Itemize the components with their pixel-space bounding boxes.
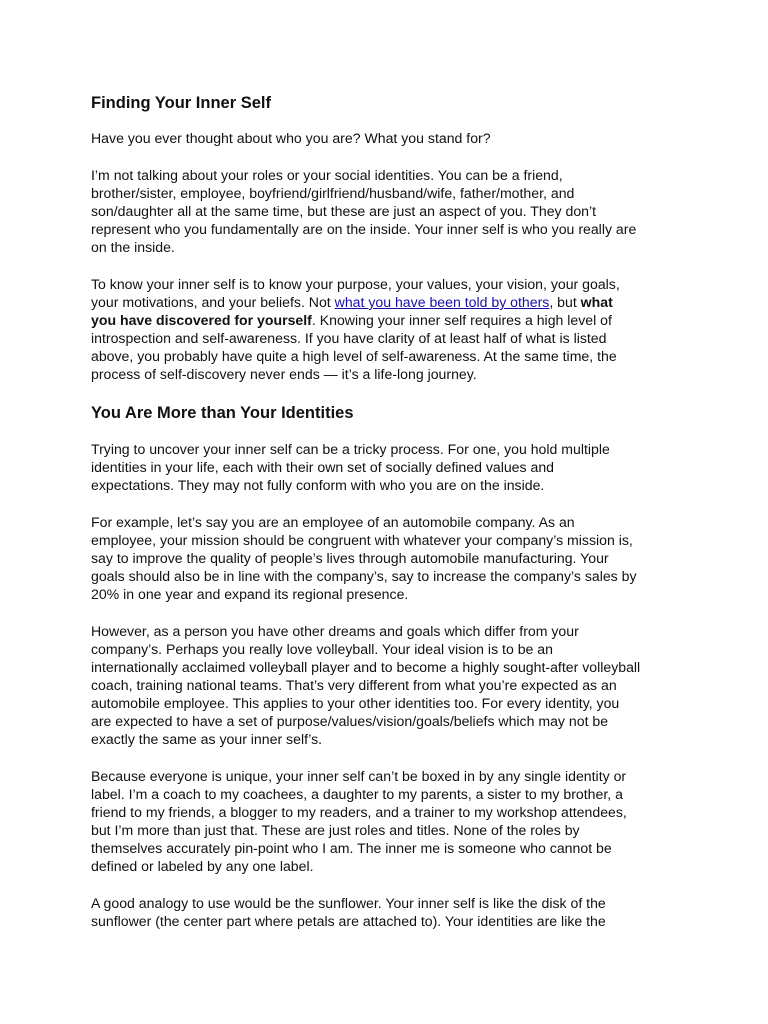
text-line: exactly the same as your inner self’s. — [91, 731, 323, 747]
text-line: identities in your life, each with their own set of socially defined values and — [91, 459, 555, 475]
text-line: son/daughter all at the same time, but these are just an aspect of you. They don’t — [91, 203, 597, 219]
text-line: themselves accurately pin-point who I am. The inner me is someone who cannot be — [91, 840, 612, 856]
text-line: defined or labeled by any one label. — [91, 858, 314, 874]
section-heading: You Are More than Your Identities — [91, 404, 354, 422]
text-line: However, as a person you have other dreams and goals which differ from your — [91, 623, 579, 639]
text-fragment: . Knowing your inner self requires a high level of — [311, 312, 612, 328]
paragraph-roles — [91, 166, 691, 256]
text-line: sunflower (the center part where petals are attached to). Your identities are like the — [91, 913, 606, 929]
text-line: internationally acclaimed volleyball player and to become a highly sought-after volleyball — [91, 659, 641, 675]
text-line: represent who you fundamentally are on the inside. Your inner self is who you really are — [91, 221, 637, 237]
text-line: friend to my friends, a blogger to my readers, and a trainer to my workshop attendees, — [91, 804, 627, 820]
text-line: For example, let’s say you are an employee of an automobile company. As an — [91, 514, 575, 530]
text-line: employee, your mission should be congruent with whatever your company’s mission is, — [91, 532, 633, 548]
text-line: Trying to uncover your inner self can be a tricky process. For one, you hold multiple — [91, 441, 610, 457]
text-line: introspection and self-awareness. If you have clarity of at least half of what is listed — [91, 330, 607, 346]
text-line: above, you probably have quite a high level of self-awareness. At the same time, the — [91, 348, 617, 364]
text-line: expectations. They may not fully conform with who you are on the inside. — [91, 477, 545, 493]
paragraph-multiple-identities — [91, 440, 691, 494]
text-line: coach, training national teams. That’s very different from what you’re expected as an — [91, 677, 617, 693]
text-line: 20% in one year and expand its regional presence. — [91, 586, 409, 602]
page-title: Finding Your Inner Self — [91, 94, 271, 112]
text-line: Because everyone is unique, your inner self can’t be boxed in by any single identity or — [91, 768, 627, 784]
text-line: goals should also be in line with the company’s, say to increase the company’s sales by — [91, 568, 637, 584]
paragraph-volleyball — [91, 622, 691, 748]
text-line: brother/sister, employee, boyfriend/girlfriend/husband/wife, father/mother, and — [91, 185, 575, 201]
text-line: on the inside. — [91, 239, 175, 255]
text-fragment: , but — [549, 294, 581, 310]
text-line: label. I’m a coach to my coachees, a daughter to my parents, a sister to my brother, a — [91, 786, 623, 802]
text-line: company’s. Perhaps you really love volleyball. Your ideal vision is to be an — [91, 641, 553, 657]
bold-text: what — [580, 294, 613, 310]
paragraph-unique — [91, 767, 691, 875]
told-by-others-link[interactable]: what you have been told by others — [334, 294, 550, 310]
text-fragment: your motivations, and your beliefs. Not — [91, 294, 335, 310]
text-line: process of self-discovery never ends — it’s a life-long journey. — [91, 366, 477, 382]
bold-text: you have discovered for yourself — [91, 312, 312, 328]
paragraph-know-inner-self — [91, 275, 691, 383]
text-line: I’m not talking about your roles or your social identities. You can be a friend, — [91, 167, 563, 183]
text-line: are expected to have a set of purpose/values/vision/goals/beliefs which may not be — [91, 713, 609, 729]
text-line: automobile employee. This applies to your other identities too. For every identity, you — [91, 695, 620, 711]
text-line — [91, 293, 691, 311]
paragraph-employee-example — [91, 513, 691, 603]
text-line — [91, 311, 691, 329]
text-line: but I’m more than just that. These are just roles and titles. None of the roles by — [91, 822, 580, 838]
intro-question: Have you ever thought about who you are? What you stand for? — [91, 130, 491, 146]
document-page — [91, 92, 691, 949]
text-line: say to improve the quality of people’s lives through automobile manufacturing. Your — [91, 550, 609, 566]
text-line: To know your inner self is to know your purpose, your values, your vision, your goals, — [91, 276, 620, 292]
paragraph-sunflower — [91, 894, 691, 930]
text-line: A good analogy to use would be the sunflower. Your inner self is like the disk of the — [91, 895, 606, 911]
